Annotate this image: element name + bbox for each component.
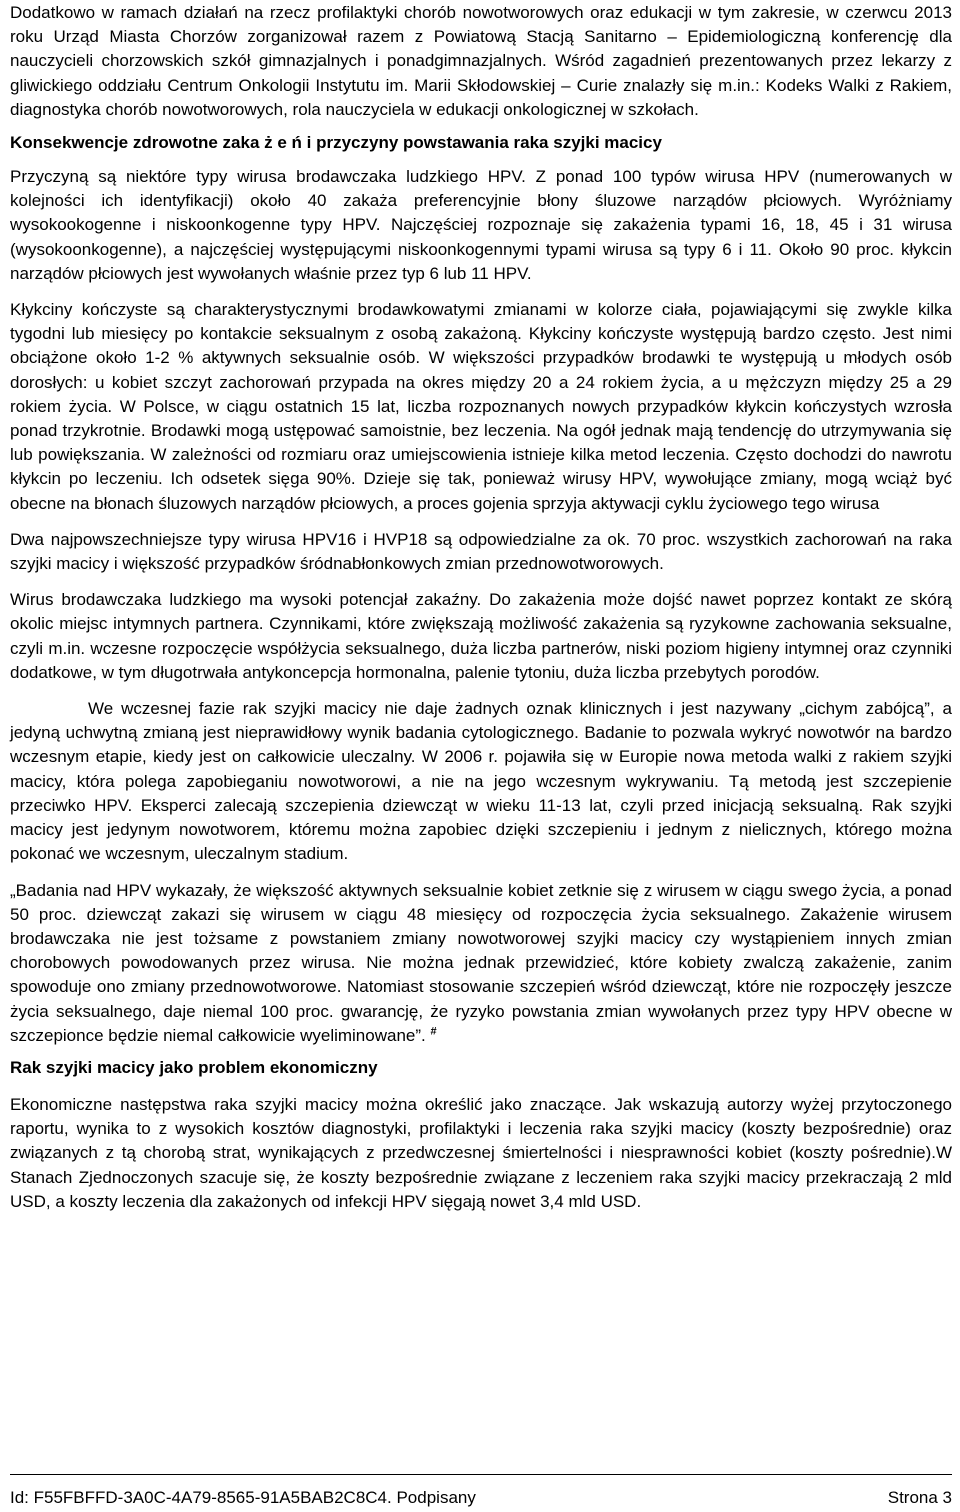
section-heading-health-consequences: Konsekwencje zdrowotne zaka ż e ń i przyczyny powstawania raka szyjki macicy — [10, 133, 662, 153]
document-page — [10, 0, 952, 1214]
paragraph-early-phase: We wczesnej fazie rak szyjki macicy nie daje żadnych oznak klinicznych i jest nazywany „cichym zabójcą”, a jedyną uchwytną zmianą jest nieprawidłowy wynik badania cytologicznego. Badanie to pozwala wykryć nowotwór na bardzo wczesnym etapie, kiedy jest on całkowicie uleczalny. W 2006 r. pojawiła się w Europie nowa metoda walki z rakiem szyjki macicy, która polega zapobieganiu nowotworowi, a nie na jego wczesnym wykrywaniu. Tą metodą jest szczepienie przeciwko HPV. Eksperci zalecają szczepienia dziewcząt w wieku 11-13 lat, czyli przed inicjacją seksualną. Rak szyjki macicy jest jedynym nowotworem, któremu można zapobiec dzięki szczepieniu i jednym z nielicznych, którego można pokonać we wczesnym, uleczalnym stadium. — [10, 699, 952, 864]
paragraph-intro: Dodatkowo w ramach działań na rzecz profilaktyki chorób nowotworowych oraz edukacji w tym zakresie, w czerwcu 2013 roku Urząd Miasta Chorzów zorganizował razem z Powiatową Stacją Sanitarno – Epidemiologiczną konferencję dla nauczycieli chorzowskich szkół gimnazjalnych i ponadgimnazjalnych. Wśród zagadnień prezentowanych przez lekarzy z gliwickiego oddziału Centrum Onkologii Instytutu im. Marii Skłodowskiej – Curie znalazły się m.in.: Kodeks Walki z Rakiem, diagnostyka chorób nowotworowych, rola nauczyciela w edukacji onkologicznej w szkołach. — [10, 3, 952, 119]
paragraph-economic: Ekonomiczne następstwa raka szyjki macicy można określić jako znaczące. Jak wskazują autorzy wyżej przytoczonego raportu, wynika to z wysokich kosztów diagnostyki, profilaktyki i leczenia raka szyjki macicy (koszty bezpośrednie) oraz związanych z tą chorobą strat, wynikających z przedwczesnej śmiertelności i niesprawności kobiet (koszty pośrednie).W Stanach Zjednoczonych szacuje się, że koszty bezpośrednie związane z leczeniem raka szyjki macicy przekraczają 2 mld USD, a koszty leczenia dla zakażonych od infekcji HPV sięgają nowet 3,4 mld USD. — [10, 1094, 952, 1211]
footer-row — [10, 1475, 952, 1509]
paragraph-klykciny: Kłykciny kończyste są charakterystycznymi brodawkowatymi zmianami w kolorze ciała, pojawiającymi się zwykle kilka tygodni lub miesięcy po kontakcie seksualnym z osobą zakażoną. Kłykciny kończyste występują bardzo często. Jest nimi obciążone około 1-2 % aktywnych seksualnie osób. W większości przypadków brodawki te występują u młodych osób dorosłych: u kobiet szczyt zachorowań przypada na okres między 20 a 24 rokiem życia, a u mężczyzn między 25 a 29 rokiem życia. W Polsce, w ciągu ostatnich 15 lat, liczba rozpoznanych nowych przypadków kłykcin kończystych wzrosła ponad trzykrotnie. Brodawki mogą ustępować samoistnie, bez leczenia. Na ogół jednak mają tendencję do utrzymywania się lub powiększania. W zależności od rozmiaru oraz umiejscowienia istnieje kilka metod leczenia. Często dochodzi do nawrotu kłykcin po leczeniu. Ich odsetek sięga 90%. Dzieje się tak, ponieważ wirusy HPV, wywołujące zmiany, mogą wciąż być obecne na błonach śluzowych narządów płciowych, a proces gojenia sprzyja aktywacji cyklu życiowego tego wirusa — [10, 300, 952, 513]
paragraph-virus-infection: Wirus brodawczaka ludzkiego ma wysoki potencjał zakaźny. Do zakażenia może dojść nawet poprzez kontakt ze skórą okolic miejsc intymnych partnera. Czynnikami, które zwiększają możliwość zakażenia są ryzykowne zachowania seksualne, czyli m.in. wczesne rozpoczęcie współżycia seksualnego, duża liczba partnerów, niski poziom higieny intymnej oraz czynniki dodatkowe, w tym długotrwała antykoncepcja hormonalna, palenie tytoniu, duża liczba przebytych porodów. — [10, 590, 952, 682]
document-id-signature: Id: F55FBFFD-3A0C-4A79-8565-91A5BAB2C8C4. Podpisany — [10, 1488, 476, 1507]
section-heading-economic-problem: Rak szyjki macicy jako problem ekonomiczny — [10, 1057, 378, 1077]
page-number: Strona 3 — [887, 1488, 952, 1507]
paragraph-hpv16-hpv18: Dwa najpowszechniejsze typy wirusa HPV16 i HVP18 są odpowiedzialne za ok. 70 proc. wszystkich zachorowań na raka szyjki macicy i większość przypadków śródnabłonkowych zmian przednowotworowych. — [10, 529, 952, 574]
page-footer — [10, 1474, 952, 1509]
paragraph-hpv-research-text: „Badania nad HPV wykazały, że większość aktywnych seksualnie kobiet zetknie się z wirusem w ciągu swego życia, a ponad 50 proc. dziewcząt zakazi się wirusem w ciągu 48 miesięcy od rozpoczęcia życia seksualnego. Zakażenie wirusem brodawczaka nie jest tożsame z powstaniem zmiany nowotworowej szyjki macicy czy wystąpieniem innych zmian chorobowych powodowanych przez wirusa. Nie można jednak przewidzieć, które kobiety zwalczą zakażenie, zanim spowoduje ono zmiany przednowotworowe. Natomiast stosowanie szczepień wśród dziewcząt, które nie rozpoczęły jeszcze życia seksualnego, daje niemal 100 proc. gwarancję, że ryzyko powstania zmian wywołanych przez typy HPV obecne w szczepionce będzie niemal całkowicie wyeliminowane”. — [10, 880, 952, 1045]
footnote-mark: # — [430, 1025, 437, 1038]
paragraph-hpv-types: Przyczyną są niektóre typy wirusa brodawczaka ludzkiego HPV. Z ponad 100 typów wirusa HPV (numerowanych w kolejności ich identyfikacji) około 40 zakaża preferencyjnie błony śluzowe narządów płciowych. Wyróżniamy wysokookogenne i niskoonkogenne typy HPV. Najczęściej rozpoznaje się zakażenia typami 16, 18, 45 i 31 wirusa (wysokoonkogenne), a najczęściej występującymi niskoonkogennymi typami wirusa są typy 6 i 11. Około 90 proc. kłykcin narządów płciowych jest wywołanych właśnie przez typ 6 lub 11 HPV. — [10, 167, 952, 283]
paragraph-hpv-research — [10, 879, 952, 1048]
